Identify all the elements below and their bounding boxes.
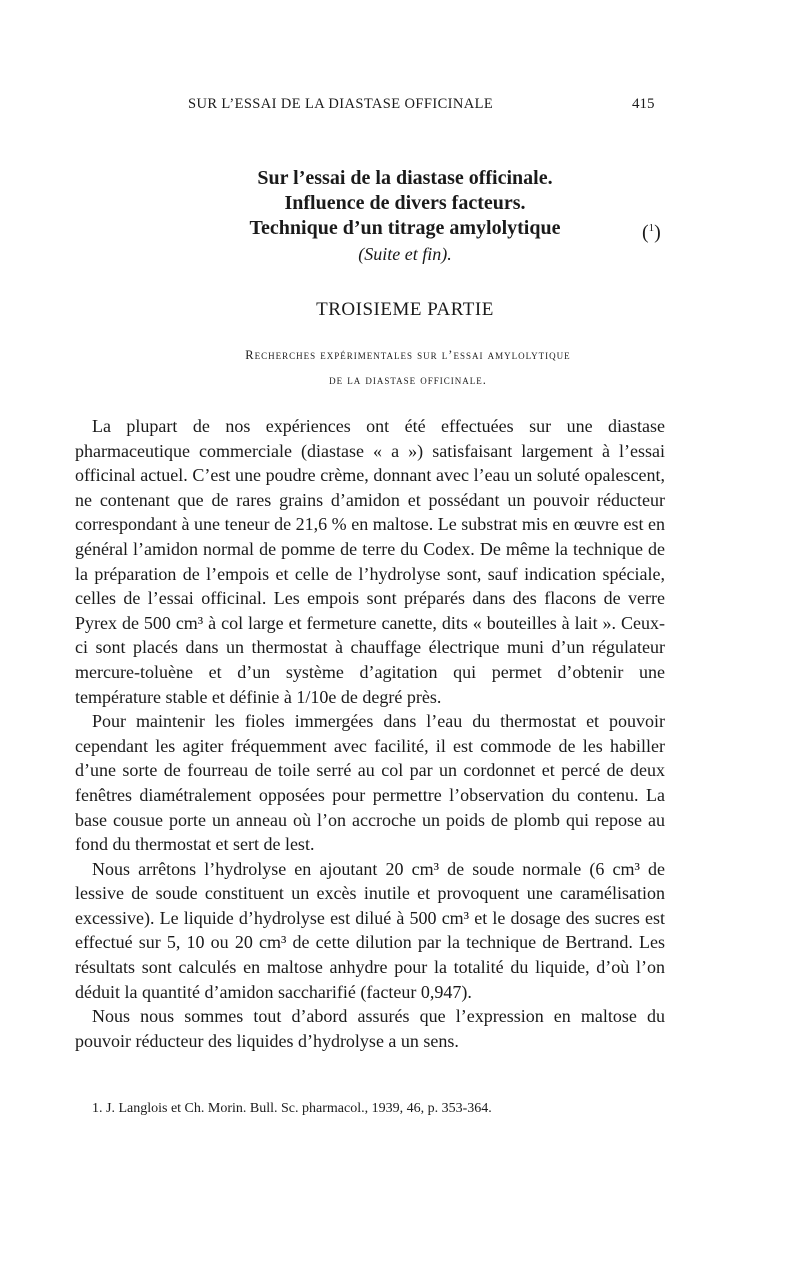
footnote-marker: ($^1$)	[642, 221, 661, 244]
article-subtitle: (Suite et fin).	[358, 244, 452, 264]
part-heading: TROISIEME PARTIE	[316, 299, 494, 320]
article-title	[140, 166, 670, 244]
section-heading	[122, 343, 694, 393]
footnote: 1. J. Langlois et Ch. Morin. Bull. Sc. pharmacol., 1939, 46, p. 353-364.	[92, 1101, 492, 1116]
paragraph-1: La plupart de nos expériences ont été effectuées sur une diastase pharmaceutique commerciale (diastase « a ») satisfaisant largement à l’essai officinal actuel. C’est une poudre crème, donnant avec l’eau un soluté opalescent, ne contenant que de rares grains d’amidon et possédant un pouvoir réducteur correspondant à une teneur de 21,6 % en maltose. Le substrat mis en œuvre est en général l’amidon normal de pomme de terre du Codex. De même la technique de la préparation de l’empois et celle de l’hydrolyse sont, sauf indication spéciale, celles de l’essai officinal. Les empois sont préparés dans des flacons de verre Pyrex de 500 cm³ à col large et fermeture canette, dits « bouteilles à lait ». Ceux-ci sont placés dans un thermostat à chauffage électrique muni d’un régulateur mercure-toluène et d’un système d’agitation qui permet d’obtenir une température stable et définie à 1/10e de degré près.	[75, 416, 665, 707]
title-line-2: Influence de divers facteurs.	[284, 192, 526, 214]
section-heading-line-2: de la diastase officinale.	[329, 373, 487, 387]
title-line-3-text: Technique d’un titrage amylolytique	[249, 217, 561, 239]
running-header: SUR L’ESSAI DE LA DIASTASE OFFICINALE	[188, 96, 494, 112]
footnote-marker-number: 1	[648, 222, 655, 234]
paragraph-2: Pour maintenir les fioles immergées dans l’eau du thermostat et pouvoir cependant les agiter fréquemment avec facilité, il est commode de les habiller d’une sorte de fourreau de toile serré au col par un cordonnet et percé de deux fenêtres diamétralement opposées pour permettre l’observation du contenu. La base cousue porte un anneau où l’on accroche un poids de plomb qui repose au fond du thermostat et sert de lest.	[75, 711, 665, 855]
body-text	[75, 414, 665, 1053]
paragraph-3: Nous arrêtons l’hydrolyse en ajoutant 20 cm³ de soude normale (6 cm³ de lessive de soude constituent un excès inutile et provoquent une caramélisation excessive). Le liquide d’hydrolyse est dilué à 500 cm³ et le dosage des sucres est effectué sur 5, 10 ou 20 cm³ de cette dilution par la technique de Bertrand. Les résultats sont calculés en maltose anhydre pour la totalité du liquide, d’où l’on déduit la quantité d’amidon saccharifié (facteur 0,947).	[75, 858, 665, 1002]
title-line-3	[140, 216, 670, 244]
section-heading-line-1: Recherches expérimentales sur l’essai amylolytique	[245, 348, 571, 362]
title-line-1: Sur l’essai de la diastase officinale.	[257, 167, 553, 189]
paragraph-4: Nous nous sommes tout d’abord assurés que l’expression en maltose du pouvoir réducteur des liquides d’hydrolyse a un sens.	[75, 1006, 665, 1051]
page-number: 415	[632, 96, 655, 112]
